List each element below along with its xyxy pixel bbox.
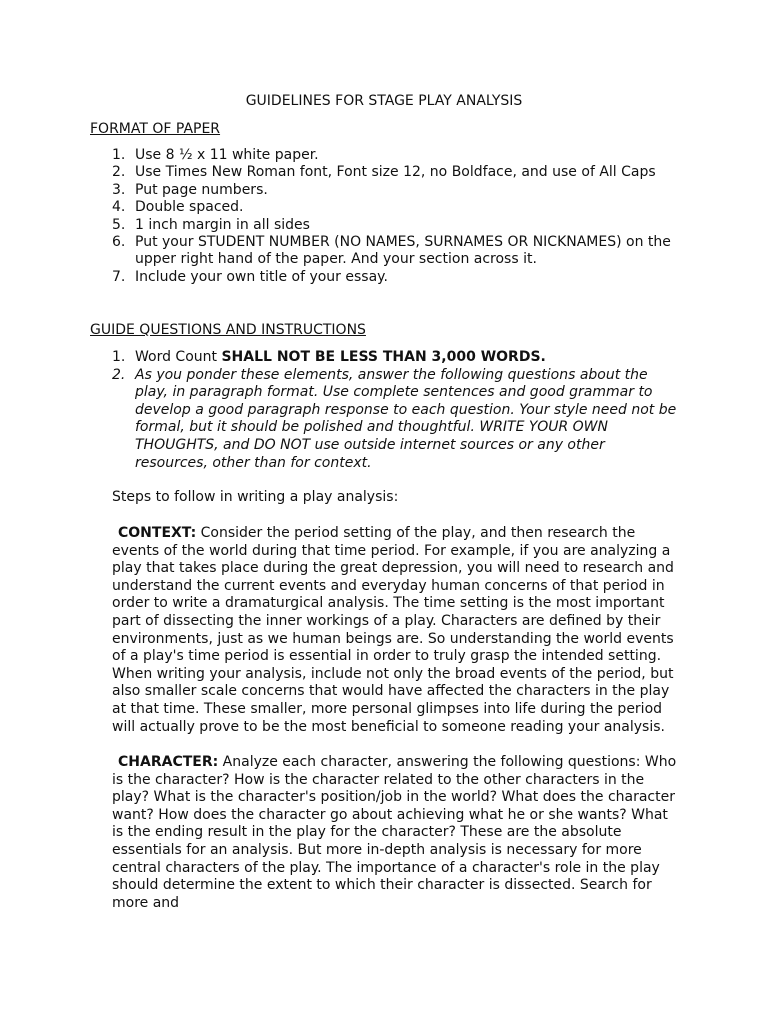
guide-heading: GUIDE QUESTIONS AND INSTRUCTIONS: [90, 322, 366, 338]
document-title: GUIDELINES FOR STAGE PLAY ANALYSIS: [245, 93, 523, 109]
list-item: 4. Double spaced.: [112, 199, 244, 216]
list-item: 3. Put page numbers.: [112, 181, 268, 198]
list-item: 2. Use Times New Roman font, Font size 12, no Boldface, and use of All Caps: [112, 164, 656, 181]
character-paragraph: CHARACTER: Analyze each character, answering the following questions: Who is the character? How is the character related to the other characters in the play? What is the character's position/job in the world? What does the character want? How does the character go about achieving what he or she wants? What is the ending result in the play for the character? These are the absolute essentials for an analysis. But more in-depth analysis is necessary for more central characters of the play. The importance of a character's role in the play should determine the extent to which their character is dissected. Search for more and: [112, 754, 677, 911]
list-item: 5. 1 inch margin in all sides: [112, 216, 310, 233]
list-item: 7. Include your own title of your essay.: [112, 268, 388, 285]
list-item: 6. Put your STUDENT NUMBER (NO NAMES, SURNAMES OR NICKNAMES) on the upper right hand of the paper. And your section across it.: [112, 234, 671, 268]
format-list: [112, 147, 682, 286]
guide-list: [112, 349, 682, 472]
character-label: CHARACTER:: [118, 754, 219, 770]
format-heading: FORMAT OF PAPER: [90, 121, 221, 137]
list-item: 1. Word Count SHALL NOT BE LESS THAN 3,000 WORDS.: [112, 349, 546, 365]
context-paragraph: CONTEXT: Consider the period setting of the play, and then research the events of the world during that time period. For example, if you are analyzing a play that takes place during the great depression, you will need to research and understand the current events and everyday human concerns of that period in order to write a dramaturgical analysis. The time setting is the most important part of dissecting the inner workings of a play. Characters are defined by their environments, just as we human beings are. So understanding the world events of a play's time period is essential in order to truly grasp the intended setting. When writing your analysis, include not only the broad events of the period, but also smaller scale concerns that would have affected the characters in the play at that time. These smaller, more personal glimpses into life during the period will actually prove to be the most beneficial to someone reading your analysis.: [112, 525, 674, 735]
list-item: 2. As you ponder these elements, answer the following questions about the play, in paragraph format. Use complete sentences and good grammar to develop a good paragraph response to each question. Your style need not be formal, but it should be polished and thoughtful. WRITE YOUR OWN THOUGHTS, and DO NOT use outside internet sources or any other resources, other than for context.: [112, 366, 677, 471]
context-label: CONTEXT:: [118, 525, 197, 541]
list-item: 1. Use 8 ½ x 11 white paper.: [112, 147, 319, 163]
steps-intro: Steps to follow in writing a play analysis:: [112, 489, 399, 505]
